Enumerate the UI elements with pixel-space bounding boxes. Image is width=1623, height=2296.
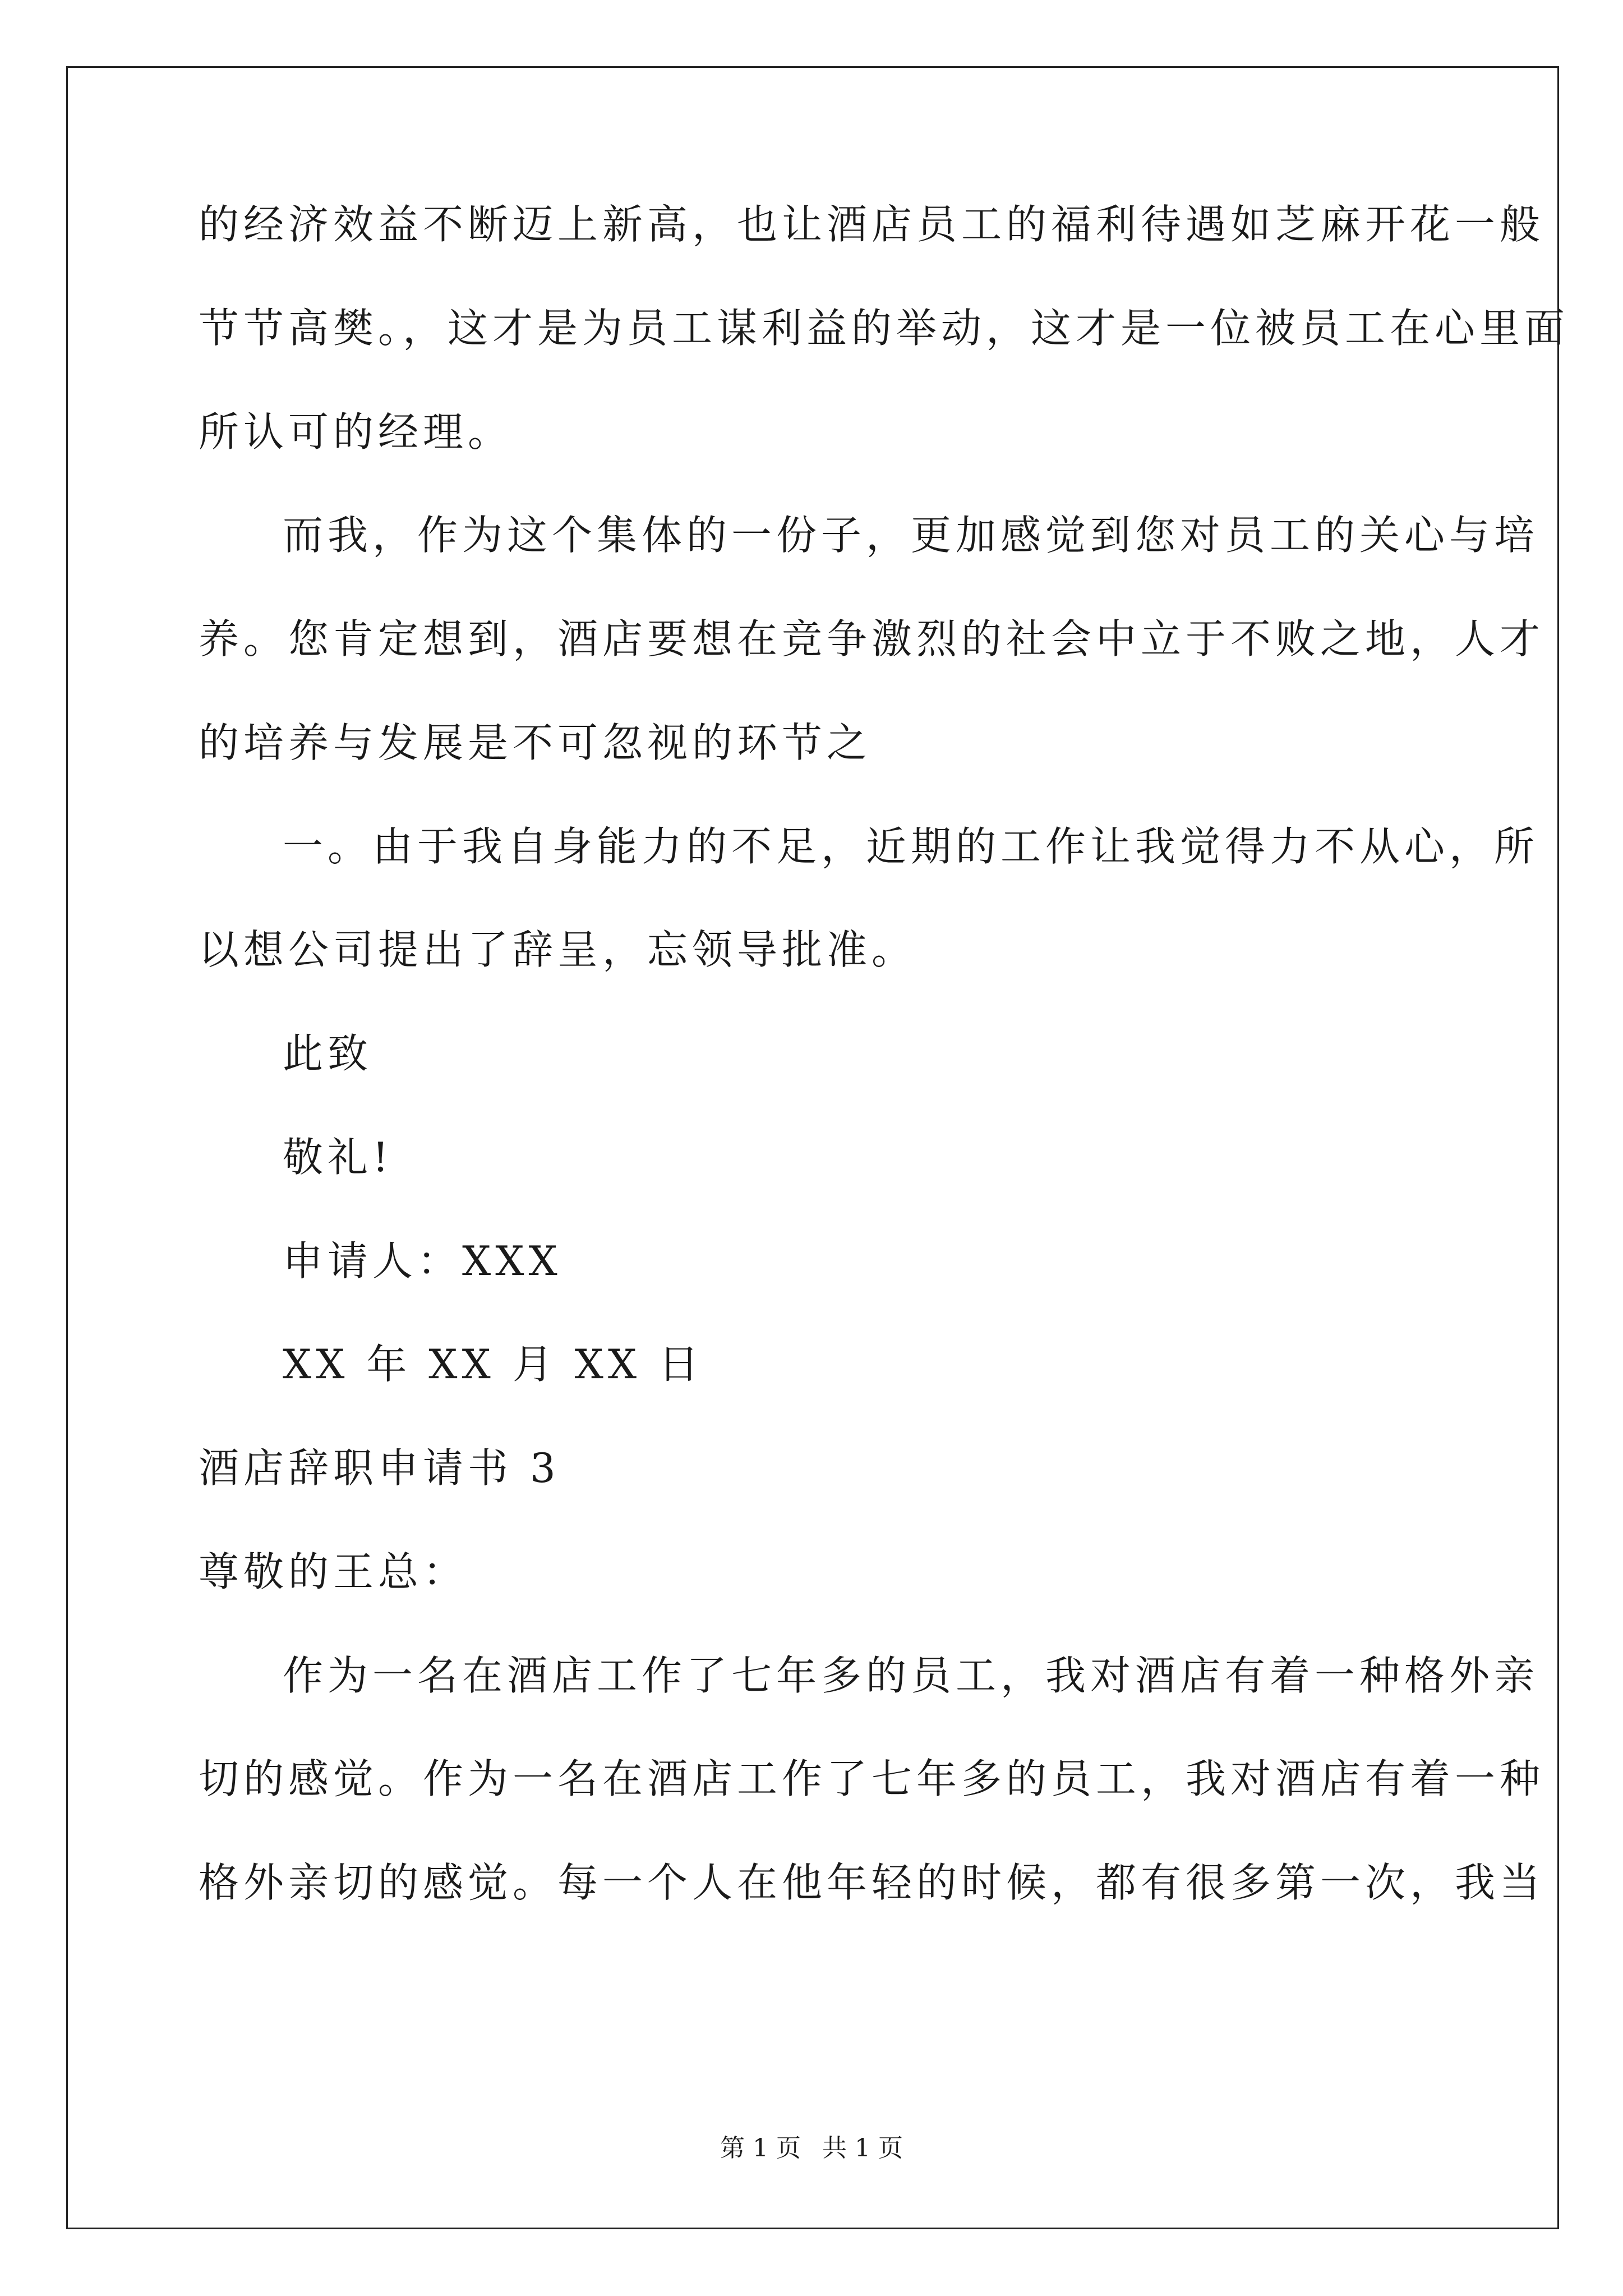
closing-salutation: 此致 [283,1030,373,1077]
text-line: 的培养与发展是不可忽视的环节之 [199,719,872,766]
text-line: 养。您肯定想到，酒店要想在竞争激烈的社会中立于不败之地，人才 [199,615,1545,662]
paragraph-start-line: 而我，作为这个集体的一份子，更加感觉到您对员工的关心与培 [283,512,1539,559]
paragraph-start-line: 作为一名在酒店工作了七年多的员工，我对酒店有着一种格外亲 [283,1652,1539,1699]
paragraph-start-line: 一。由于我自身能力的不足，近期的工作让我觉得力不从心，所 [283,823,1539,870]
text-line: 的经济效益不断迈上新高，也让酒店员工的福利待遇如芝麻开花一般 [199,201,1545,248]
text-line: 格外亲切的感觉。每一个人在他年轻的时候，都有很多第一次，我当 [199,1859,1545,1906]
text-line: 切的感觉。作为一名在酒店工作了七年多的员工，我对酒店有着一种 [199,1755,1545,1802]
text-line: 以想公司提出了辞呈，忘领导批准。 [199,926,917,973]
date-line: XX 年 XX 月 XX 日 [283,1341,703,1388]
text-line: 节节高樊。，这才是为员工谋利益的举动，这才是一位被员工在心里面 [199,305,1570,352]
text-line: 所认可的经理。 [199,408,513,455]
page-number-current: 第 1 页 [720,2134,801,2162]
section-heading: 酒店辞职申请书 3 [199,1444,560,1492]
closing-regards: 敬礼! [283,1134,393,1181]
page-number-total: 共 1 页 [822,2134,903,2162]
applicant-signature: 申请人：XXX [283,1237,562,1285]
page-footer [0,2132,1623,2165]
greeting-line: 尊敬的王总： [199,1548,468,1595]
